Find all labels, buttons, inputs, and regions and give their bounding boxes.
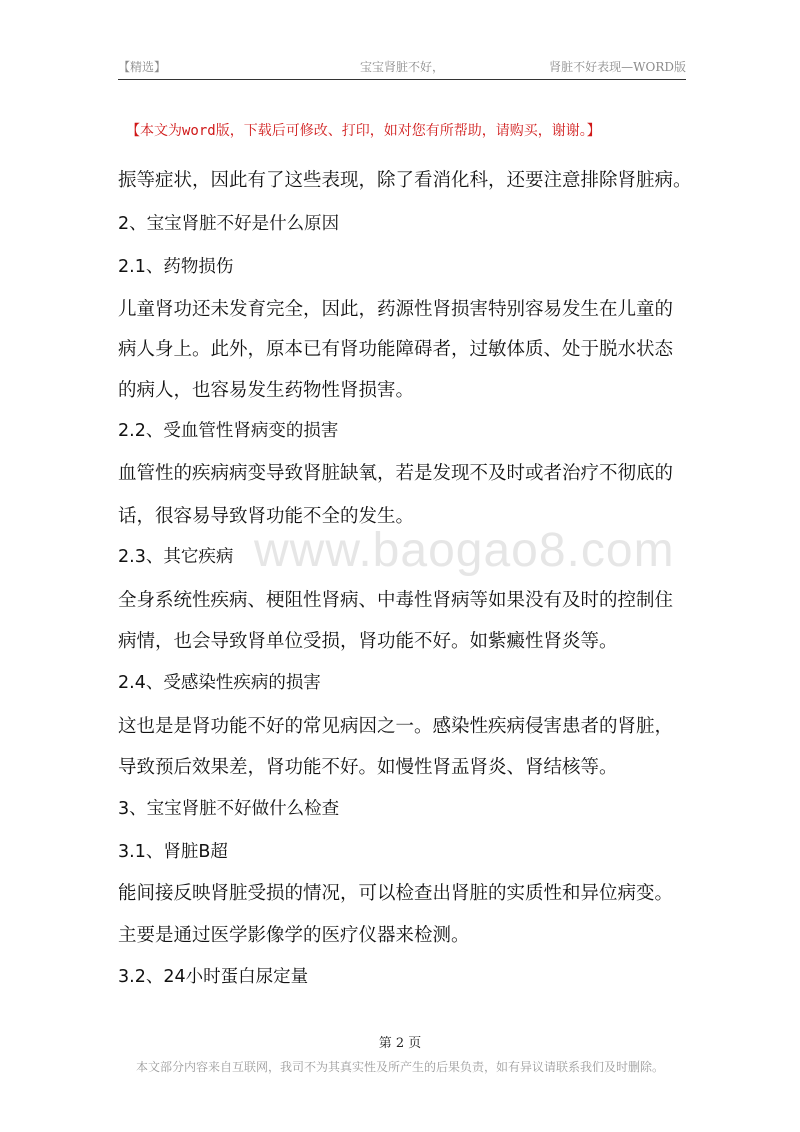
body-line: 能间接反映肾脏受损的情况，可以检查出肾脏的实质性和异位病变。 [118, 883, 674, 904]
subsection-heading: 2.3、其它疾病 [118, 547, 234, 567]
section-heading: 3、宝宝肾脏不好做什么检查 [118, 799, 340, 819]
header-left-text: 【精选】 [118, 60, 167, 74]
subsection-heading: 3.1、肾脏B超 [118, 842, 228, 862]
page-number: 第 2 页 [378, 1036, 422, 1051]
header-divider [118, 79, 686, 80]
subsection-heading: 2.2、受血管性肾病变的损害 [118, 421, 339, 441]
body-line: 主要是通过医学影像学的医疗仪器来检测。 [118, 925, 470, 946]
body-line: 话，很容易导致肾功能不全的发生。 [118, 506, 415, 527]
subsection-heading: 2.1、药物损伤 [118, 257, 234, 277]
body-line: 这也是是肾功能不好的常见病因之一。感染性疾病侵害患者的肾脏， [118, 716, 674, 737]
page-header [118, 58, 686, 80]
header-center-text: 宝宝肾脏不好， [360, 60, 445, 74]
disclaimer-note: 本文部分内容来自互联网，我司不为其真实性及所产生的后果负责，如有异议请联系我们及时删除。 [135, 1060, 664, 1074]
body-line: 病人身上。此外，原本已有肾功能障碍者，过敏体质、处于脱水状态 [118, 339, 674, 360]
subsection-heading: 2.4、受感染性疾病的损害 [118, 673, 321, 693]
body-line: 全身系统性疾病、梗阻性肾病、中毒性肾病等如果没有及时的控制住 [118, 590, 674, 611]
header-right-text: 肾脏不好表现—WORD版 [549, 60, 686, 74]
download-notice: 【本文为word版，下载后可修改、打印，如对您有所帮助，请购买，谢谢。】 [126, 123, 601, 139]
subsection-heading: 3.2、24小时蛋白尿定量 [118, 967, 309, 987]
body-line: 病情，也会导致肾单位受损，肾功能不好。如紫癜性肾炎等。 [118, 631, 618, 652]
body-line: 血管性的疾病病变导致肾脏缺氧，若是发现不及时或者治疗不彻底的 [118, 463, 674, 484]
body-line: 的病人，也容易发生药物性肾损害。 [118, 380, 415, 401]
section-heading: 2、宝宝肾脏不好是什么原因 [118, 214, 340, 234]
watermark: www.baogao8.com [254, 524, 675, 577]
body-line: 导致预后效果差，肾功能不好。如慢性肾盂肾炎、肾结核等。 [118, 757, 618, 778]
body-line: 振等症状，因此有了这些表现，除了看消化科，还要注意排除肾脏病。 [118, 170, 692, 191]
body-line: 儿童肾功还未发育完全，因此，药源性肾损害特别容易发生在儿童的 [118, 299, 674, 320]
